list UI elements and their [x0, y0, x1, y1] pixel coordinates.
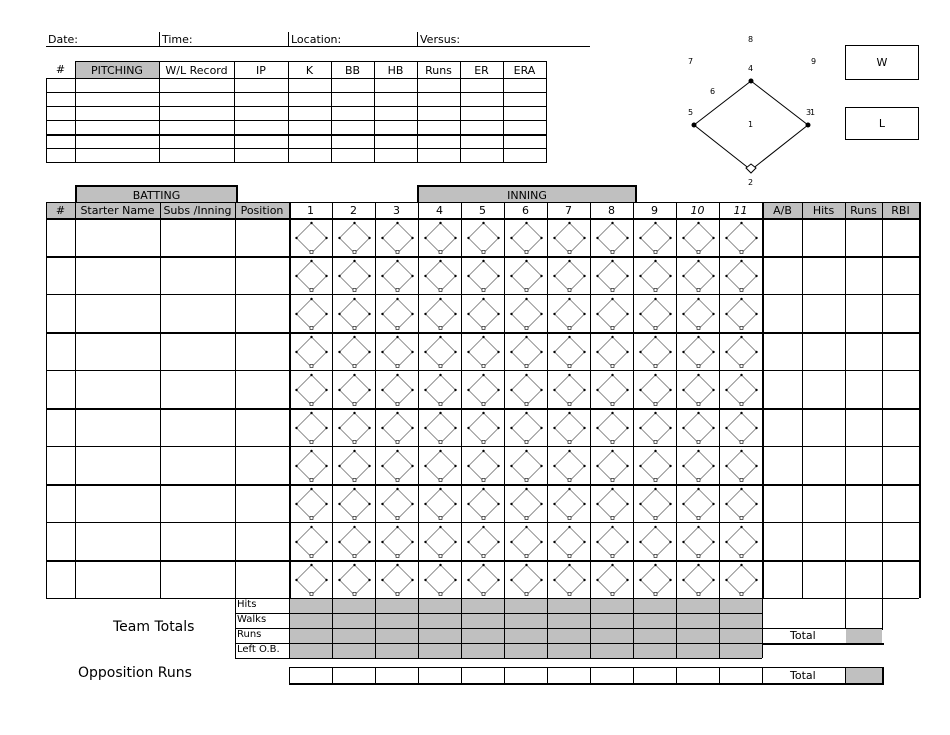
- at-bat-diamond[interactable]: [596, 526, 628, 558]
- grid-line: [375, 598, 376, 658]
- at-bat-diamond[interactable]: [553, 526, 585, 558]
- at-bat-diamond[interactable]: [424, 222, 456, 254]
- at-bat-diamond[interactable]: [639, 336, 671, 368]
- at-bat-diamond[interactable]: [295, 298, 327, 330]
- at-bat-diamond[interactable]: [596, 412, 628, 444]
- inning-header: 2: [350, 204, 357, 217]
- grid-line: [633, 598, 634, 658]
- at-bat-diamond[interactable]: [725, 488, 757, 520]
- position-4: 4: [748, 64, 754, 73]
- stat-col-header: Hits: [812, 204, 835, 217]
- inning-header: 7: [565, 204, 572, 217]
- at-bat-diamond[interactable]: [424, 260, 456, 292]
- at-bat-diamond[interactable]: [510, 336, 542, 368]
- at-bat-diamond[interactable]: [381, 564, 413, 596]
- totals-row-label: Hits: [237, 599, 257, 610]
- at-bat-diamond[interactable]: [467, 298, 499, 330]
- grid-line: [461, 667, 462, 683]
- at-bat-diamond[interactable]: [596, 222, 628, 254]
- at-bat-diamond[interactable]: [424, 450, 456, 482]
- at-bat-diamond[interactable]: [510, 222, 542, 254]
- loss-box[interactable]: L: [845, 107, 919, 140]
- at-bat-diamond[interactable]: [596, 374, 628, 406]
- at-bat-diamond[interactable]: [725, 336, 757, 368]
- at-bat-diamond[interactable]: [467, 222, 499, 254]
- inning-header: 4: [436, 204, 443, 217]
- pitching-col-er: ER: [460, 62, 503, 79]
- at-bat-diamond[interactable]: [424, 526, 456, 558]
- at-bat-diamond[interactable]: [510, 374, 542, 406]
- pitcher-position: 1: [748, 120, 754, 129]
- at-bat-diamond[interactable]: [725, 564, 757, 596]
- at-bat-diamond[interactable]: [295, 488, 327, 520]
- at-bat-diamond[interactable]: [381, 222, 413, 254]
- at-bat-diamond[interactable]: [596, 450, 628, 482]
- inning-title: INNING: [417, 185, 637, 203]
- at-bat-diamond[interactable]: [639, 260, 671, 292]
- at-bat-diamond[interactable]: [295, 222, 327, 254]
- at-bat-diamond[interactable]: [510, 526, 542, 558]
- at-bat-diamond[interactable]: [553, 222, 585, 254]
- at-bat-diamond[interactable]: [467, 336, 499, 368]
- pitching-col-runs: Runs: [417, 62, 460, 79]
- batting-title: BATTING: [75, 185, 238, 203]
- at-bat-diamond[interactable]: [510, 260, 542, 292]
- totals-row-label: Walks: [237, 614, 267, 625]
- grid-line: [762, 667, 763, 683]
- stat-col-header: A/B: [773, 204, 792, 217]
- at-bat-diamond[interactable]: [725, 526, 757, 558]
- at-bat-diamond[interactable]: [467, 450, 499, 482]
- at-bat-diamond[interactable]: [639, 298, 671, 330]
- pitching-col-bb: BB: [331, 62, 374, 79]
- grid-line: [676, 598, 677, 658]
- at-bat-diamond[interactable]: [682, 412, 714, 444]
- inning-header: 5: [479, 204, 486, 217]
- at-bat-diamond[interactable]: [467, 260, 499, 292]
- position-9: 9: [811, 57, 817, 66]
- grid-line: [332, 667, 333, 683]
- grid-line: [289, 667, 290, 683]
- at-bat-diamond[interactable]: [553, 374, 585, 406]
- at-bat-diamond[interactable]: [338, 488, 370, 520]
- win-box[interactable]: W: [845, 45, 919, 80]
- at-bat-diamond[interactable]: [295, 260, 327, 292]
- at-bat-diamond[interactable]: [424, 374, 456, 406]
- inning-header: 10: [690, 204, 705, 217]
- at-bat-diamond[interactable]: [639, 488, 671, 520]
- at-bat-diamond[interactable]: [381, 260, 413, 292]
- at-bat-diamond[interactable]: [553, 298, 585, 330]
- at-bat-diamond[interactable]: [682, 298, 714, 330]
- at-bat-diamond[interactable]: [510, 488, 542, 520]
- grid-line: [375, 667, 376, 683]
- at-bat-diamond[interactable]: [725, 260, 757, 292]
- at-bat-diamond[interactable]: [467, 412, 499, 444]
- at-bat-diamond[interactable]: [682, 260, 714, 292]
- pitching-col-ip: IP: [234, 62, 288, 79]
- pitching-col-hb: HB: [374, 62, 417, 79]
- position-6: 6: [710, 87, 716, 96]
- grid-line: [504, 667, 505, 683]
- at-bat-diamond[interactable]: [682, 450, 714, 482]
- grid-line: [676, 667, 677, 683]
- stat-col-header: RBI: [891, 204, 910, 217]
- date-label: Date:: [48, 33, 78, 46]
- batting-col-header: Position: [240, 204, 284, 217]
- time-label: Time:: [162, 33, 193, 46]
- grid-line: [332, 598, 333, 658]
- runs-total-cell[interactable]: [846, 629, 882, 643]
- grid-line: [504, 598, 505, 658]
- totals-row-label: Runs: [237, 629, 262, 640]
- at-bat-diamond[interactable]: [295, 526, 327, 558]
- grid-line: [590, 667, 591, 683]
- position-5: 5: [688, 108, 694, 117]
- pitching-col-title: PITCHING: [75, 62, 159, 79]
- at-bat-diamond[interactable]: [467, 564, 499, 596]
- position-8: 8: [748, 35, 754, 44]
- grid-line: [289, 667, 884, 668]
- at-bat-diamond[interactable]: [467, 488, 499, 520]
- at-bat-diamond[interactable]: [338, 222, 370, 254]
- at-bat-diamond[interactable]: [338, 564, 370, 596]
- at-bat-diamond[interactable]: [338, 336, 370, 368]
- batting-col-header: #: [55, 204, 66, 217]
- batting-col-header: Subs /Inning: [163, 204, 232, 217]
- grid-line: [235, 598, 236, 658]
- position-1: 1: [810, 108, 816, 117]
- at-bat-diamond[interactable]: [424, 336, 456, 368]
- at-bat-diamond[interactable]: [596, 298, 628, 330]
- totals-row-label: Left O.B.: [237, 644, 280, 655]
- grid-line: [719, 598, 720, 658]
- at-bat-diamond[interactable]: [639, 412, 671, 444]
- inning-header: 8: [608, 204, 615, 217]
- at-bat-diamond[interactable]: [682, 222, 714, 254]
- at-bat-diamond[interactable]: [295, 374, 327, 406]
- at-bat-diamond[interactable]: [424, 298, 456, 330]
- at-bat-diamond[interactable]: [510, 412, 542, 444]
- at-bat-diamond[interactable]: [338, 260, 370, 292]
- pitching-col-wl: W/L Record: [159, 62, 234, 79]
- grid-line: [289, 683, 884, 685]
- at-bat-diamond[interactable]: [682, 564, 714, 596]
- at-bat-diamond[interactable]: [424, 488, 456, 520]
- location-label: Location:: [291, 33, 342, 46]
- at-bat-diamond[interactable]: [338, 298, 370, 330]
- grid-line: [235, 598, 762, 599]
- at-bat-diamond[interactable]: [381, 298, 413, 330]
- grid-line: [547, 598, 548, 658]
- at-bat-diamond[interactable]: [682, 526, 714, 558]
- at-bat-diamond[interactable]: [381, 374, 413, 406]
- at-bat-diamond[interactable]: [553, 450, 585, 482]
- at-bat-diamond[interactable]: [725, 412, 757, 444]
- grid-line: [763, 643, 884, 645]
- at-bat-diamond[interactable]: [338, 526, 370, 558]
- at-bat-diamond[interactable]: [682, 488, 714, 520]
- at-bat-diamond[interactable]: [467, 374, 499, 406]
- grid-line: [461, 598, 462, 658]
- at-bat-diamond[interactable]: [295, 450, 327, 482]
- at-bat-diamond[interactable]: [295, 412, 327, 444]
- at-bat-diamond[interactable]: [510, 564, 542, 596]
- at-bat-diamond[interactable]: [295, 564, 327, 596]
- grid-line: [882, 598, 883, 630]
- at-bat-diamond[interactable]: [424, 412, 456, 444]
- at-bat-diamond[interactable]: [639, 222, 671, 254]
- grid-line: [845, 598, 846, 628]
- at-bat-diamond[interactable]: [553, 564, 585, 596]
- inning-header: 6: [522, 204, 529, 217]
- grid-line: [235, 643, 762, 644]
- at-bat-diamond[interactable]: [338, 374, 370, 406]
- at-bat-diamond[interactable]: [295, 336, 327, 368]
- grid-line: [418, 667, 419, 683]
- at-bat-diamond[interactable]: [725, 222, 757, 254]
- grid-line: [418, 598, 419, 658]
- grid-line: [719, 667, 720, 683]
- at-bat-diamond[interactable]: [639, 450, 671, 482]
- at-bat-diamond[interactable]: [424, 564, 456, 596]
- at-bat-diamond[interactable]: [381, 412, 413, 444]
- at-bat-diamond[interactable]: [381, 450, 413, 482]
- grid-line: [235, 613, 762, 614]
- at-bat-diamond[interactable]: [381, 336, 413, 368]
- at-bat-diamond[interactable]: [381, 488, 413, 520]
- inning-header: 3: [393, 204, 400, 217]
- grid-line: [633, 667, 634, 683]
- inning-header: 11: [733, 204, 748, 217]
- position-3: 3: [806, 108, 812, 117]
- at-bat-diamond[interactable]: [553, 260, 585, 292]
- at-bat-diamond[interactable]: [467, 526, 499, 558]
- at-bat-diamond[interactable]: [725, 374, 757, 406]
- grid-line: [289, 598, 290, 658]
- stat-col-header: Runs: [850, 204, 877, 217]
- at-bat-diamond[interactable]: [510, 450, 542, 482]
- inning-header: 9: [651, 204, 658, 217]
- at-bat-diamond[interactable]: [553, 336, 585, 368]
- at-bat-diamond[interactable]: [639, 526, 671, 558]
- team-totals-label: Team Totals: [113, 619, 195, 635]
- at-bat-diamond[interactable]: [596, 564, 628, 596]
- batting-col-header: Starter Name: [80, 204, 155, 217]
- at-bat-diamond[interactable]: [510, 298, 542, 330]
- grid-line: [590, 598, 591, 658]
- at-bat-diamond[interactable]: [553, 488, 585, 520]
- at-bat-diamond[interactable]: [725, 450, 757, 482]
- grid-line: [882, 667, 884, 685]
- opposition-total-label: Total: [790, 669, 816, 682]
- opposition-runs-label: Opposition Runs: [78, 665, 192, 681]
- at-bat-diamond[interactable]: [553, 412, 585, 444]
- at-bat-diamond[interactable]: [596, 488, 628, 520]
- runs-total-label: Total: [790, 629, 816, 642]
- position-2: 2: [748, 178, 754, 187]
- grid-line: [547, 667, 548, 683]
- grid-line: [235, 628, 762, 629]
- versus-label: Versus:: [420, 33, 461, 46]
- at-bat-diamond[interactable]: [682, 336, 714, 368]
- at-bat-diamond[interactable]: [381, 526, 413, 558]
- opposition-total-cell[interactable]: [846, 668, 882, 683]
- at-bat-diamond[interactable]: [725, 298, 757, 330]
- inning-header: 1: [307, 204, 314, 217]
- at-bat-diamond[interactable]: [639, 374, 671, 406]
- at-bat-diamond[interactable]: [596, 260, 628, 292]
- at-bat-diamond[interactable]: [682, 374, 714, 406]
- at-bat-diamond[interactable]: [338, 412, 370, 444]
- position-7: 7: [688, 57, 694, 66]
- at-bat-diamond[interactable]: [639, 564, 671, 596]
- pitching-col-k: K: [288, 62, 331, 79]
- pitching-col-era: ERA: [503, 62, 546, 79]
- pitching-col-number: #: [47, 62, 76, 79]
- grid-line: [235, 658, 762, 659]
- at-bat-diamond[interactable]: [596, 336, 628, 368]
- at-bat-diamond[interactable]: [338, 450, 370, 482]
